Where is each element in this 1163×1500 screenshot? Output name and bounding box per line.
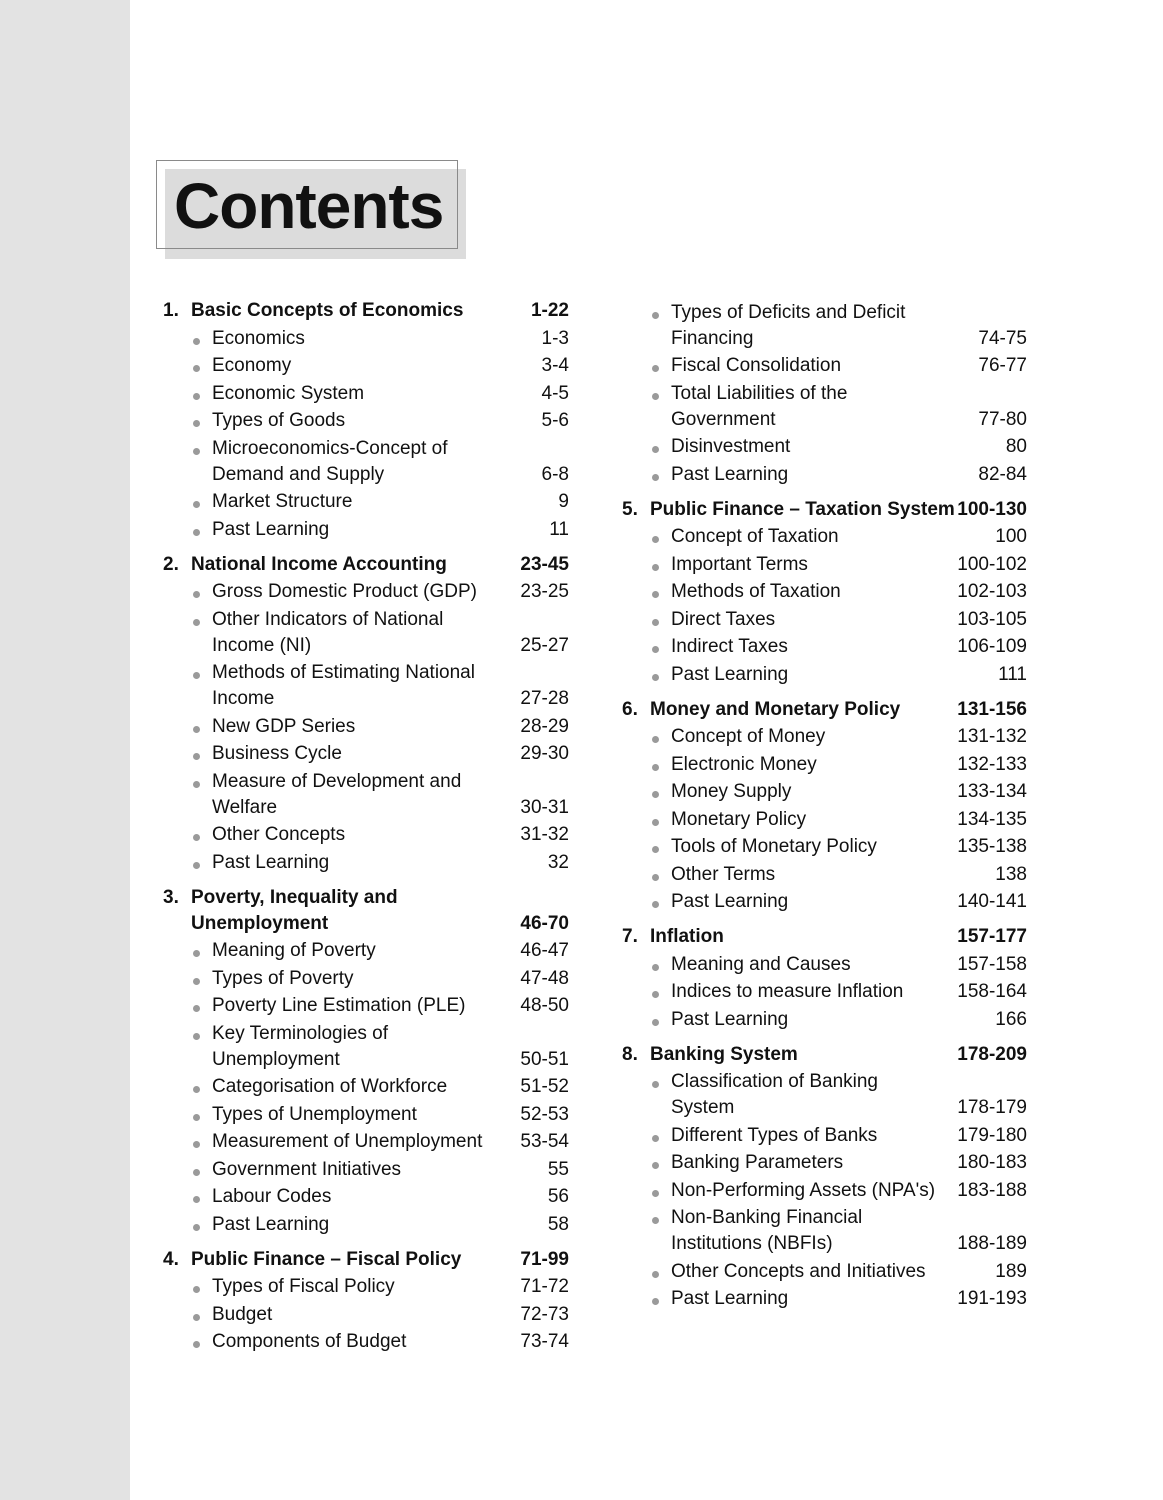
entry-page-range: 4-5	[541, 382, 569, 404]
entry-page-range: 25-27	[520, 634, 569, 656]
entry-label: Measurement of Unemployment	[212, 1131, 483, 1152]
toc-entry[interactable]	[622, 779, 1027, 805]
bullet-icon	[652, 964, 659, 971]
entry-label: Concept of Money	[671, 726, 826, 747]
entry-page-range: 188-189	[957, 1233, 1027, 1254]
entry-label: Non-Performing Assets (NPA's)	[671, 1179, 936, 1201]
toc-entry[interactable]	[622, 381, 1027, 433]
toc-entry[interactable]	[163, 1274, 569, 1300]
bullet-icon	[652, 674, 659, 681]
toc-entry[interactable]	[622, 579, 1027, 605]
toc-entry[interactable]	[163, 579, 569, 605]
chapter-number: 2.	[163, 553, 179, 575]
toc-entry[interactable]	[163, 1021, 569, 1073]
bullet-icon	[652, 1190, 659, 1197]
entry-label: Types of Fiscal Policy	[212, 1276, 395, 1297]
chapter-number: 8.	[622, 1043, 638, 1065]
chapter-heading[interactable]	[622, 697, 1027, 723]
entry-page-range: 100-102	[957, 553, 1027, 575]
bullet-icon	[652, 1217, 659, 1224]
entry-label: Classification of Banking System	[671, 1071, 878, 1118]
toc-entry[interactable]	[622, 552, 1027, 578]
bullet-icon	[652, 736, 659, 743]
bullet-icon	[652, 874, 659, 881]
toc-entry[interactable]	[622, 1007, 1027, 1033]
entry-page-range: 134-135	[957, 808, 1027, 830]
bullet-icon	[193, 393, 200, 400]
chapter-number: 6.	[622, 698, 638, 720]
entry-label: Past Learning	[671, 463, 789, 485]
bullet-icon	[193, 1005, 200, 1012]
chapter-number: 5.	[622, 498, 638, 520]
bullet-icon	[193, 448, 200, 455]
chapter-heading[interactable]	[622, 497, 1027, 523]
entry-label: Business Cycle	[212, 743, 342, 764]
entry-label: Components of Budget	[212, 1331, 407, 1352]
toc-entry[interactable]	[622, 353, 1027, 379]
bullet-icon	[652, 619, 659, 626]
entry-page-range: 179-180	[957, 1124, 1027, 1146]
chapter-page-range: 23-45	[520, 553, 569, 575]
entry-label: Direct Taxes	[671, 608, 776, 630]
toc-entry[interactable]	[622, 1205, 1027, 1257]
toc-entry[interactable]	[163, 966, 569, 992]
bullet-icon	[652, 564, 659, 571]
entry-label: Poverty Line Estimation (PLE)	[212, 995, 466, 1016]
entry-page-range: 180-183	[957, 1152, 1027, 1173]
entry-page-range: 80	[1005, 436, 1027, 457]
chapter-heading[interactable]	[163, 552, 569, 578]
bullet-icon	[193, 1086, 200, 1093]
entry-label: Banking Parameters	[671, 1152, 844, 1173]
chapter-title: Public Finance – Taxation System	[650, 498, 955, 520]
toc-entry[interactable]	[163, 938, 569, 964]
toc-entry[interactable]	[622, 834, 1027, 860]
bullet-icon	[193, 753, 200, 760]
entry-page-range: 30-31	[520, 796, 569, 818]
bullet-icon	[652, 1135, 659, 1142]
bullet-icon	[193, 672, 200, 679]
entry-page-range: 158-164	[957, 981, 1027, 1002]
entry-page-range: 11	[549, 518, 569, 540]
bullet-icon	[193, 978, 200, 985]
chapter-title: Money and Monetary Policy	[650, 698, 901, 720]
toc-column-right	[622, 298, 1027, 1321]
toc-entry[interactable]	[163, 850, 569, 876]
entry-label: Budget	[212, 1303, 273, 1325]
bullet-icon	[193, 1314, 200, 1321]
chapter-heading[interactable]	[163, 885, 569, 937]
page-margin-strip	[0, 0, 130, 1500]
entry-label: Disinvestment	[671, 436, 791, 457]
entry-label: Economics	[212, 327, 305, 349]
entry-page-range: 76-77	[978, 355, 1027, 376]
bullet-icon	[652, 536, 659, 543]
entry-label: Types of Goods	[212, 410, 346, 431]
bullet-icon	[193, 1169, 200, 1176]
entry-label: Past Learning	[671, 1288, 789, 1309]
chapter-title: Inflation	[650, 926, 724, 947]
toc-entry[interactable]	[163, 353, 569, 379]
entry-label: Types of Unemployment	[212, 1103, 417, 1125]
bullet-icon	[193, 1224, 200, 1231]
bullet-icon	[652, 819, 659, 826]
entry-page-range: 73-74	[520, 1331, 569, 1352]
entry-label: Non-Banking Financial Institutions (NBFIs)	[671, 1207, 863, 1254]
toc-entry[interactable]	[622, 607, 1027, 633]
entry-label: Meaning and Causes	[671, 953, 851, 975]
toc-chapter	[622, 924, 1027, 1033]
entry-page-range: 47-48	[520, 967, 569, 989]
bullet-icon	[652, 791, 659, 798]
bullet-icon	[652, 846, 659, 853]
entry-page-range: 72-73	[520, 1303, 569, 1325]
bullet-icon	[652, 764, 659, 771]
toc-entry[interactable]	[622, 1178, 1027, 1204]
entry-page-range: 111	[998, 663, 1027, 685]
entry-page-range: 77-80	[978, 408, 1027, 430]
toc-entry[interactable]	[622, 1069, 1027, 1121]
entry-label: Other Indicators of National Income (NI)	[212, 608, 444, 656]
entry-page-range: 183-188	[957, 1179, 1027, 1201]
toc-entry[interactable]	[622, 752, 1027, 778]
entry-page-range: 27-28	[520, 688, 569, 709]
toc-chapter	[622, 1042, 1027, 1313]
bullet-icon	[652, 591, 659, 598]
bullet-icon	[193, 726, 200, 733]
bullet-icon	[193, 1286, 200, 1293]
entry-page-range: 9	[558, 491, 569, 512]
entry-page-range: 166	[995, 1008, 1027, 1030]
entry-page-range: 106-109	[957, 636, 1027, 657]
entry-label: Indirect Taxes	[671, 636, 788, 657]
bullet-icon	[652, 393, 659, 400]
entry-page-range: 131-132	[957, 726, 1027, 747]
toc-column-left	[163, 298, 569, 1364]
entry-label: Types of Deficits and Deficit Financing	[671, 301, 906, 349]
entry-label: Money Supply	[671, 781, 792, 802]
chapter-title: Basic Concepts of Economics	[191, 300, 464, 321]
entry-label: Past Learning	[212, 518, 330, 540]
toc-entry[interactable]	[163, 607, 569, 659]
chapter-title: Poverty, Inequality and Unemployment	[191, 886, 398, 934]
chapter-page-range: 131-156	[957, 698, 1027, 720]
toc-entry[interactable]	[163, 1157, 569, 1183]
toc-entry[interactable]	[163, 714, 569, 740]
chapter-heading[interactable]	[163, 1247, 569, 1273]
toc-entry[interactable]	[163, 769, 569, 821]
bullet-icon	[193, 619, 200, 626]
entry-label: Past Learning	[671, 891, 789, 912]
entry-page-range: 138	[995, 863, 1027, 885]
toc-entry[interactable]	[622, 807, 1027, 833]
toc-entry[interactable]	[163, 1074, 569, 1100]
toc-entry[interactable]	[163, 1184, 569, 1210]
entry-label: Labour Codes	[212, 1186, 332, 1207]
entry-label: Past Learning	[671, 663, 789, 685]
toc-chapter	[622, 300, 1027, 488]
toc-entry[interactable]	[622, 952, 1027, 978]
entry-page-range: 157-158	[957, 953, 1027, 975]
toc-entry[interactable]	[622, 724, 1027, 750]
entry-label: Economy	[212, 355, 292, 376]
chapter-heading[interactable]	[622, 924, 1027, 950]
bullet-icon	[652, 312, 659, 319]
chapter-page-range: 46-70	[520, 912, 569, 934]
toc-entry[interactable]	[163, 822, 569, 848]
toc-entry[interactable]	[622, 1286, 1027, 1312]
toc-entry[interactable]	[163, 326, 569, 352]
toc-chapter	[622, 497, 1027, 688]
entry-page-range: 53-54	[520, 1131, 569, 1152]
chapter-page-range: 71-99	[520, 1248, 569, 1270]
entry-page-range: 1-3	[541, 327, 569, 349]
entry-page-range: 23-25	[520, 581, 569, 602]
toc-entry[interactable]	[622, 634, 1027, 660]
chapter-title: Public Finance – Fiscal Policy	[191, 1248, 462, 1270]
toc-entry[interactable]	[163, 1302, 569, 1328]
toc-entry[interactable]	[622, 300, 1027, 352]
chapter-number: 3.	[163, 886, 179, 908]
entry-label: Other Concepts	[212, 824, 346, 845]
chapter-page-range: 178-209	[957, 1043, 1027, 1065]
toc-entry[interactable]	[163, 408, 569, 434]
bullet-icon	[652, 365, 659, 372]
entry-page-range: 103-105	[957, 608, 1027, 630]
entry-page-range: 135-138	[957, 836, 1027, 857]
chapter-number: 7.	[622, 926, 638, 947]
entry-page-range: 82-84	[978, 463, 1027, 485]
bullet-icon	[652, 1298, 659, 1305]
entry-label: Tools of Monetary Policy	[671, 836, 877, 857]
entry-page-range: 191-193	[957, 1288, 1027, 1309]
bullet-icon	[652, 991, 659, 998]
toc-entry[interactable]	[163, 517, 569, 543]
bullet-icon	[193, 862, 200, 869]
contents-title-block	[156, 160, 468, 260]
toc-chapter	[163, 298, 569, 543]
entry-page-range: 6-8	[541, 463, 569, 485]
entry-label: Other Terms	[671, 863, 776, 885]
toc-chapter	[163, 552, 569, 876]
bullet-icon	[193, 501, 200, 508]
entry-label: Past Learning	[671, 1008, 789, 1030]
entry-label: Monetary Policy	[671, 808, 807, 830]
entry-page-range: 178-179	[957, 1097, 1027, 1118]
chapter-page-range: 100-130	[957, 498, 1027, 520]
entry-label: Meaning of Poverty	[212, 940, 376, 961]
entry-label: Gross Domestic Product (GDP)	[212, 581, 477, 602]
bullet-icon	[193, 1341, 200, 1348]
entry-page-range: 100	[995, 526, 1027, 547]
toc-entry[interactable]	[622, 1150, 1027, 1176]
entry-label: Electronic Money	[671, 753, 817, 775]
entry-page-range: 50-51	[520, 1048, 569, 1070]
bullet-icon	[193, 1196, 200, 1203]
entry-label: Market Structure	[212, 491, 353, 512]
bullet-icon	[193, 1141, 200, 1148]
bullet-icon	[193, 591, 200, 598]
entry-label: Different Types of Banks	[671, 1124, 878, 1146]
entry-page-range: 133-134	[957, 781, 1027, 802]
bullet-icon	[652, 646, 659, 653]
entry-label: Economic System	[212, 382, 365, 404]
entry-page-range: 71-72	[520, 1276, 569, 1297]
entry-label: Microeconomics-Concept of Demand and Supply	[212, 437, 448, 485]
entry-label: Concept of Taxation	[671, 526, 839, 547]
bullet-icon	[652, 901, 659, 908]
toc-entry[interactable]	[163, 436, 569, 488]
toc-entry[interactable]	[163, 381, 569, 407]
entry-label: Fiscal Consolidation	[671, 355, 842, 376]
bullet-icon	[193, 529, 200, 536]
entry-page-range: 102-103	[957, 581, 1027, 602]
entry-label: Total Liabilities of the Government	[671, 382, 848, 430]
toc-entry[interactable]	[163, 1129, 569, 1155]
entry-page-range: 56	[547, 1186, 569, 1207]
entry-label: Past Learning	[212, 851, 330, 873]
chapter-heading[interactable]	[163, 298, 569, 324]
page-title: Contents	[174, 170, 444, 242]
entry-label: Methods of Estimating National Income	[212, 662, 475, 709]
entry-label: Past Learning	[212, 1213, 330, 1235]
toc-entry[interactable]	[163, 1329, 569, 1355]
bullet-icon	[652, 1162, 659, 1169]
entry-label: Key Terminologies of Unemployment	[212, 1022, 389, 1070]
toc-entry[interactable]	[622, 862, 1027, 888]
chapter-number: 4.	[163, 1248, 179, 1270]
toc-entry[interactable]	[163, 1212, 569, 1238]
entry-page-range: 5-6	[541, 410, 569, 431]
toc-chapter	[163, 1247, 569, 1356]
toc-chapter	[622, 697, 1027, 916]
entry-page-range: 48-50	[520, 995, 569, 1016]
entry-page-range: 51-52	[520, 1076, 569, 1097]
entry-label: Important Terms	[671, 553, 808, 575]
entry-page-range: 132-133	[957, 753, 1027, 775]
toc-entry[interactable]	[622, 979, 1027, 1005]
toc-entry[interactable]	[622, 889, 1027, 915]
entry-page-range: 29-30	[520, 743, 569, 764]
toc-entry[interactable]	[163, 660, 569, 712]
bullet-icon	[193, 950, 200, 957]
bullet-icon	[193, 1033, 200, 1040]
toc-entry[interactable]	[163, 489, 569, 515]
toc-entry[interactable]	[622, 1259, 1027, 1285]
toc-entry[interactable]	[622, 434, 1027, 460]
entry-page-range: 31-32	[520, 824, 569, 845]
entry-page-range: 52-53	[520, 1103, 569, 1125]
toc-entry[interactable]	[622, 1123, 1027, 1149]
entry-label: Government Initiatives	[212, 1158, 402, 1180]
bullet-icon	[652, 474, 659, 481]
entry-label: New GDP Series	[212, 715, 356, 737]
bullet-icon	[652, 1271, 659, 1278]
chapter-title: Banking System	[650, 1043, 798, 1065]
bullet-icon	[652, 1019, 659, 1026]
bullet-icon	[193, 420, 200, 427]
entry-label: Other Concepts and Initiatives	[671, 1260, 926, 1282]
bullet-icon	[193, 781, 200, 788]
entry-page-range: 74-75	[978, 327, 1027, 349]
bullet-icon	[193, 338, 200, 345]
entry-page-range: 55	[547, 1158, 569, 1180]
chapter-page-range: 157-177	[957, 926, 1027, 947]
entry-label: Indices to measure Inflation	[671, 981, 904, 1002]
entry-page-range: 140-141	[957, 891, 1027, 912]
toc-entry[interactable]	[163, 1102, 569, 1128]
entry-page-range: 32	[547, 851, 569, 873]
bullet-icon	[652, 446, 659, 453]
toc-entry[interactable]	[622, 662, 1027, 688]
entry-label: Types of Poverty	[212, 967, 354, 989]
toc-entry[interactable]	[622, 462, 1027, 488]
entry-page-range: 3-4	[541, 355, 569, 376]
bullet-icon	[193, 834, 200, 841]
entry-page-range: 46-47	[520, 940, 569, 961]
entry-label: Categorisation of Workforce	[212, 1076, 448, 1097]
chapter-number: 1.	[163, 300, 179, 321]
toc-entry[interactable]	[622, 524, 1027, 550]
toc-entry[interactable]	[163, 741, 569, 767]
entry-page-range: 28-29	[520, 715, 569, 737]
chapter-heading[interactable]	[622, 1042, 1027, 1068]
toc-entry[interactable]	[163, 993, 569, 1019]
bullet-icon	[193, 365, 200, 372]
entry-page-range: 58	[547, 1213, 569, 1235]
entry-label: Methods of Taxation	[671, 581, 841, 602]
bullet-icon	[652, 1081, 659, 1088]
entry-label: Measure of Development and Welfare	[212, 770, 462, 818]
entry-page-range: 189	[995, 1260, 1027, 1282]
toc-chapter	[163, 885, 569, 1238]
chapter-page-range: 1-22	[530, 300, 569, 321]
bullet-icon	[193, 1114, 200, 1121]
chapter-title: National Income Accounting	[191, 553, 447, 575]
